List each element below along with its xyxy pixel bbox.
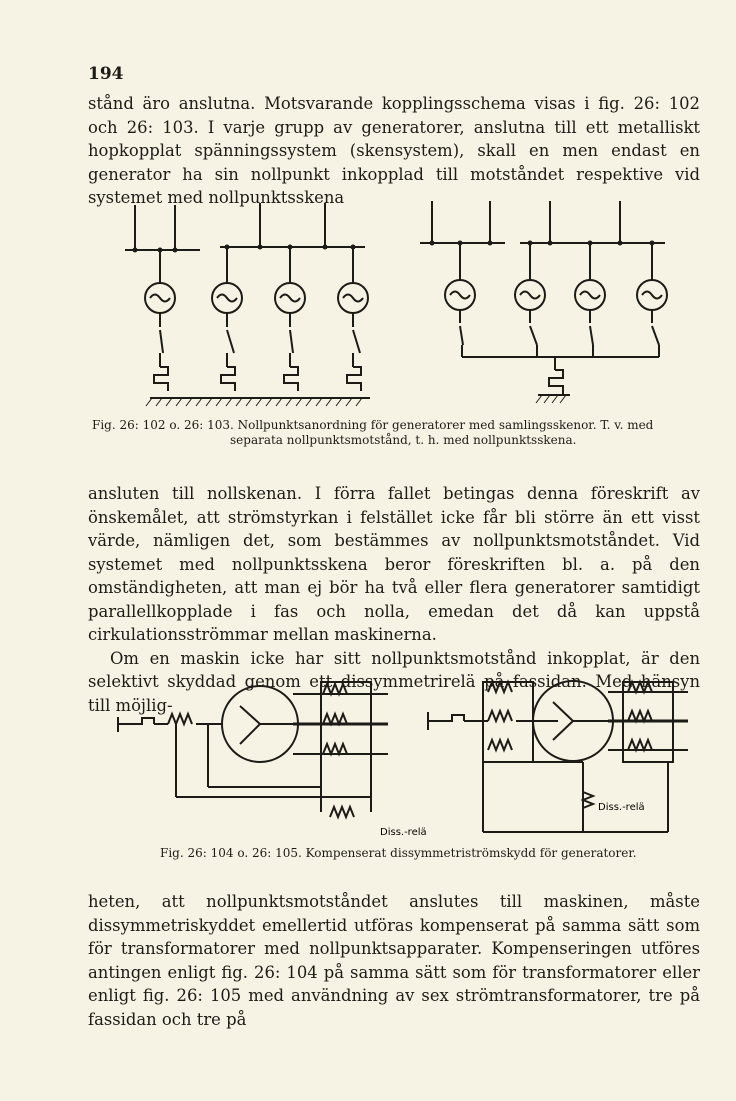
paragraph-middle-1: ansluten till nollskenan. I förra fallet betingas denna föreskrift av önskemålet, att strömstyrkan i felstället icke får bli större än ett visst värde, nämligen det, som bestämmes av nollpunktsmotståndet. Vid systemet med nollpunktsskena beror föreskriften bl. a. på den omständigheten, att man ej bör ha två eller flera generatorer samtidigt parallellkopplade i fas och nolla, emedan det då kan uppstå cirkulationsströmmar mellan maskinerna.: [88, 484, 700, 644]
relay-label-left: Diss.-relä: [380, 827, 427, 838]
figure2-caption: [160, 846, 720, 861]
paragraph-middle-2: Om en maskin icke har sitt nollpunktsmotstånd inkopplat, är den selektivt skyddad genom ett dissymmetrirelä på fassidan. Med hänsyn till möjlig-: [88, 648, 700, 715]
figure1-caption-line2: separata nollpunktsmotstånd, t. h. med nollpunktsskena.: [230, 433, 577, 447]
figure1-label: Fig. 26: 102 o. 26: 103.: [92, 418, 234, 432]
paragraph-top-text: stånd äro anslutna. Motsvarande kopplingsschema visas i fig. 26: 102 och 26: 103. I varje grupp av generatorer, anslutna till ett metalliskt hopkopplat spänningssystem (skensystem), skall en men endast en generator ha sin nollpunkt inkopplad till motståndet respektive vid systemet med nollpunktsskena: [88, 94, 700, 207]
paragraph-top: [88, 92, 700, 210]
relay-label-right: Diss.-relä: [598, 802, 645, 813]
paragraph-bottom: [88, 890, 700, 1031]
page-number: 194: [88, 64, 124, 84]
figure1-caption-line1: Nollpunktsanordning för generatorer med samlingsskenor. T. v. med: [237, 418, 654, 432]
paragraph-bottom-text: heten, att nollpunktsmotståndet anslutes till maskinen, måste dissymmetriskyddet emellertid utföras kompenserat på samma sätt som för transformatorer med nollpunktsapparater. Kompenseringen utföres antingen enligt fig. 26: 104 på samma sätt som för transformatorer eller enligt fig. 26: 105 med användning av sex strömtransformatorer, tre på fassidan och tre på: [88, 892, 700, 1029]
figure2-label: Fig. 26: 104 o. 26: 105.: [160, 846, 302, 860]
figure1-caption: [92, 418, 702, 448]
figure-compensated-protection-diagram: [118, 672, 698, 842]
figure2-caption-text: Kompenserat dissymmetriströmskydd för generatorer.: [305, 846, 637, 860]
figure-neutral-point-diagram: [110, 195, 690, 415]
